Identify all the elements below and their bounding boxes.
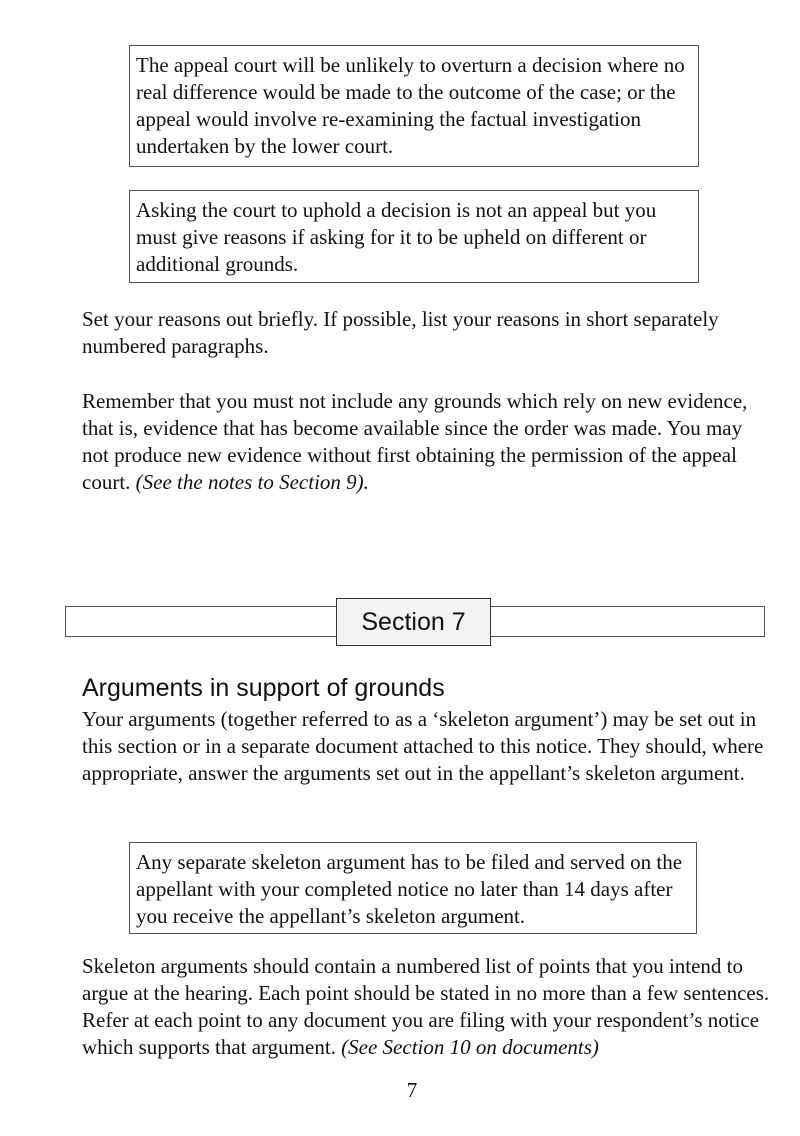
note-box-overturn [129,45,699,167]
note-box-skeleton [129,842,697,934]
skeleton-paragraph [82,953,772,1061]
note-box-skeleton-text: Any separate skeleton argument has to be filed and served on the appellant with your completed notice no later than 14 days after you receive the appellant’s skeleton argument. [136,850,683,928]
new-evidence-paragraph [82,388,772,496]
note-box-uphold [129,190,699,283]
section-heading: Arguments in support of grounds [82,674,445,702]
section-9-reference: (See the notes to Section 9). [135,470,369,494]
skeleton-text: Skeleton arguments should contain a numbered list of points that you intend to argue at the hearing. Each point should be stated in no more than a few sentences. Refer at each point to any document you are filing with your respondent’s notice which supports that argument. [82,954,770,1059]
note-box-overturn-text: The appeal court will be unlikely to overturn a decision where no real difference would be made to the outcome of the case; or the appeal would involve re-examining the factual investigation undertaken by the lower court. [136,53,685,158]
page-number: 7 [406,1078,418,1102]
section-10-reference: (See Section 10 on documents) [341,1035,599,1059]
note-box-uphold-text: Asking the court to uphold a decision is not an appeal but you must give reasons if asking for it to be upheld on different or additional grounds. [136,198,657,276]
section-label: Section 7 [336,598,491,646]
new-evidence-text: Remember that you must not include any grounds which rely on new evidence, that is, evidence that has become available since the order was made. You may not produce new evidence without first obtaining the permission of the appeal court. [82,389,748,494]
reasons-paragraph [82,306,772,360]
arguments-paragraph [82,706,772,787]
arguments-text: Your arguments (together referred to as a ‘skeleton argument’) may be set out in this section or in a separate document attached to this notice. They should, where appropriate, answer the arguments set out in the appellant’s skeleton argument. [82,707,764,785]
reasons-text: Set your reasons out briefly. If possible, list your reasons in short separately numbered paragraphs. [82,307,719,358]
